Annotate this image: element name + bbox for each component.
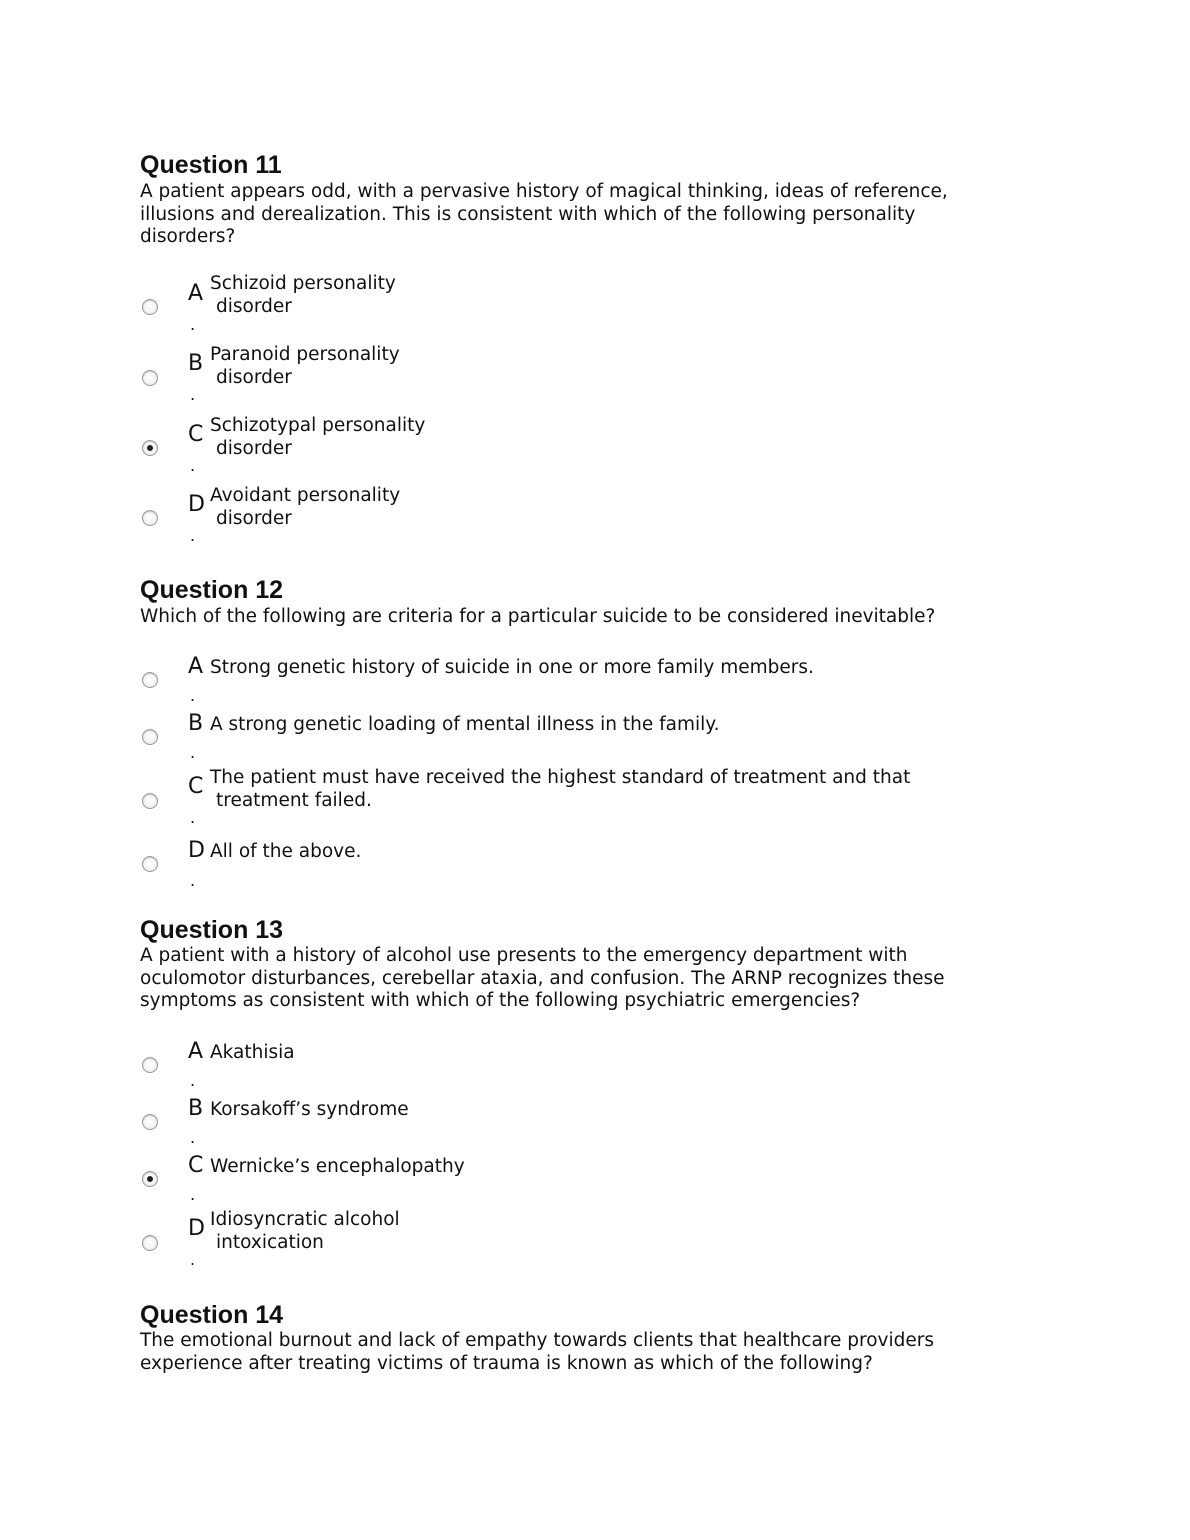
radio-button[interactable]: [142, 1114, 158, 1130]
option-letter: B: [188, 1096, 204, 1121]
option-letter-period: .: [190, 871, 196, 890]
option-letter: A: [188, 654, 204, 679]
option-label-line-2: disorder: [216, 295, 292, 317]
radio-button[interactable]: [142, 1235, 158, 1251]
option-letter-period: .: [190, 315, 196, 334]
question-11-text: A patient appears odd, with a pervasive history of magical thinking, ideas of reference, illusions and derealization. This is consistent with which of the following personality disorders?: [140, 181, 948, 247]
option-label-line-1: The patient must have received the highest standard of treatment and that: [210, 767, 911, 788]
option-letter-period: .: [190, 1071, 196, 1090]
option-label: [210, 344, 400, 389]
radio-button[interactable]: [142, 299, 158, 315]
radio-button[interactable]: [142, 856, 158, 872]
question-12-text: Which of the following are criteria for a particular suicide to be considered inevitable?: [140, 606, 936, 627]
option-letter-period: .: [190, 1128, 196, 1147]
option-label: [210, 273, 396, 318]
option-label: [210, 1042, 295, 1065]
option-letter: D: [188, 838, 205, 863]
option-label: [210, 1156, 465, 1179]
option-label: [210, 1209, 400, 1254]
option-letter: D: [188, 1216, 205, 1241]
option-label-line-1: Wernicke’s encephalopathy: [210, 1156, 465, 1177]
option-label-line-1: Schizoid personality: [210, 273, 396, 294]
option-label: [210, 485, 400, 530]
option-label-line-2: disorder: [216, 437, 292, 459]
option-label: [210, 1099, 409, 1122]
option-letter-period: .: [190, 808, 196, 827]
option-label: [210, 767, 910, 812]
option-label-line-2: disorder: [216, 507, 292, 529]
radio-button-selected[interactable]: [142, 440, 158, 456]
option-label-line-1: Avoidant personality: [210, 485, 401, 506]
question-13-text: A patient with a history of alcohol use presents to the emergency department with oculomotor disturbances, cerebellar ataxia, and confusion. The ARNP recognizes these symptoms as consistent with which of the following psychiatric emergencies?: [140, 945, 945, 1011]
question-14-text: The emotional burnout and lack of empathy towards clients that healthcare providers experience after treating victims of trauma is known as which of the following?: [140, 1330, 935, 1374]
radio-button-selected[interactable]: [142, 1171, 158, 1187]
radio-button[interactable]: [142, 729, 158, 745]
option-letter: D: [188, 492, 205, 517]
option-label-line-1: Akathisia: [210, 1042, 295, 1063]
option-letter: A: [188, 1039, 204, 1064]
option-label: [210, 841, 361, 864]
radio-button[interactable]: [142, 672, 158, 688]
option-letter: B: [188, 711, 204, 736]
radio-button[interactable]: [142, 370, 158, 386]
radio-button[interactable]: [142, 1057, 158, 1073]
option-label-line-1: Schizotypal personality: [210, 415, 426, 436]
option-label-line-1: All of the above.: [210, 841, 362, 862]
option-label-line-1: Strong genetic history of suicide in one or more family members.: [210, 657, 814, 678]
option-label-line-2: disorder: [216, 366, 292, 388]
option-letter: C: [188, 1153, 204, 1178]
option-letter: B: [188, 351, 204, 376]
option-label-line-2: treatment failed.: [216, 789, 372, 811]
option-label: [210, 415, 425, 460]
option-letter: C: [188, 774, 204, 799]
option-label-line-1: Korsakoff’s syndrome: [210, 1099, 409, 1120]
option-letter: A: [188, 281, 204, 306]
option-letter: C: [188, 422, 204, 447]
option-label-line-1: A strong genetic loading of mental illness in the family.: [210, 714, 720, 735]
option-letter-period: .: [190, 1185, 196, 1204]
option-letter-period: .: [190, 385, 196, 404]
option-label: [210, 714, 719, 737]
option-letter-period: .: [190, 456, 196, 475]
option-label: [210, 657, 814, 680]
question-13-title: Question 13: [140, 916, 284, 944]
option-label-line-1: Paranoid personality: [210, 344, 400, 365]
question-14-title: Question 14: [140, 1301, 284, 1329]
option-letter-period: .: [190, 686, 196, 705]
question-11-title: Question 11: [140, 151, 282, 179]
radio-button[interactable]: [142, 510, 158, 526]
option-letter-period: .: [190, 526, 196, 545]
radio-button[interactable]: [142, 793, 158, 809]
option-label-line-2: intoxication: [216, 1231, 324, 1253]
option-label-line-1: Idiosyncratic alcohol: [210, 1209, 400, 1230]
option-letter-period: .: [190, 743, 196, 762]
question-12-title: Question 12: [140, 576, 284, 604]
option-letter-period: .: [190, 1250, 196, 1269]
